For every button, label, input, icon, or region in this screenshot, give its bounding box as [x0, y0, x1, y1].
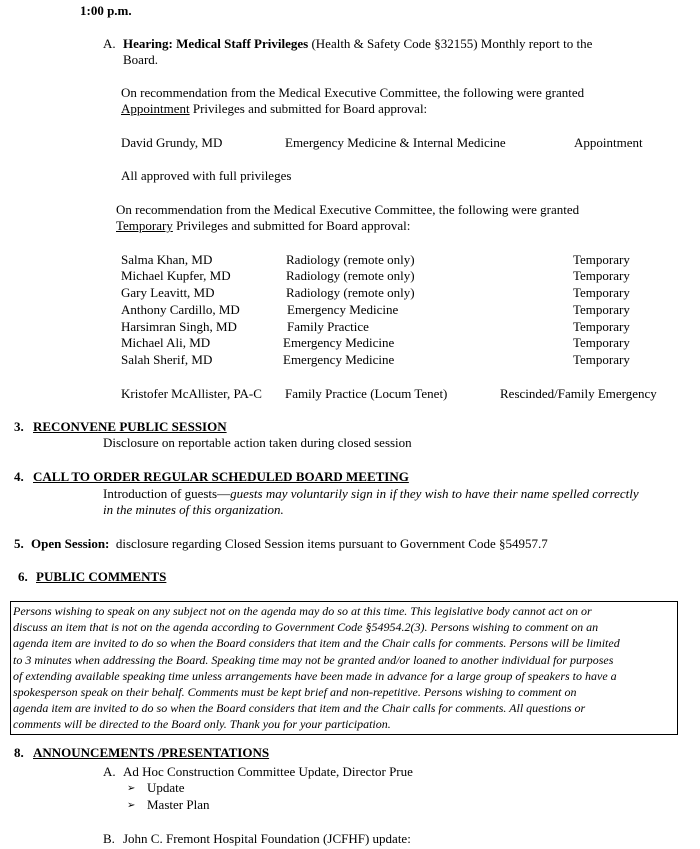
appointment-specialty: Emergency Medicine & Internal Medicine [285, 135, 506, 150]
section-8-number: 8. [14, 745, 24, 760]
temp-name: Salma Khan, MD [121, 252, 213, 267]
temp-specialty: Radiology (remote only) [286, 268, 415, 283]
section-5 [14, 536, 548, 552]
arrow-bullet-icon: ➢ [127, 800, 136, 811]
section-3-number: 3. [14, 419, 24, 434]
temp-status: Temporary [573, 268, 630, 283]
section-4-number: 4. [14, 469, 24, 484]
public-comments-line: Persons wishing to speak on any subject not on the agenda may do so at this time. This legislative body cannot act on or [13, 604, 592, 618]
temp-status: Temporary [573, 285, 630, 300]
temp-status: Temporary [573, 252, 630, 267]
temporary-intro: On recommendation from the Medical Executive Committee, the following were granted [116, 202, 580, 217]
rescinded-status: Rescinded/Family Emergency [500, 386, 657, 401]
temp-name: Michael Kupfer, MD [121, 268, 231, 283]
rescinded-name: Kristofer McAllister, PA-C [121, 386, 262, 401]
temp-name: Gary Leavitt, MD [121, 285, 215, 300]
section-4-body-intro: Introduction of guests— [103, 486, 231, 501]
temp-name: Harsimran Singh, MD [121, 319, 237, 334]
appointment-intro-rest: Privileges and submitted for Board approval: [189, 101, 428, 116]
public-comments-line: to 3 minutes when addressing the Board. Speaking time may not be granted and/or loaned to another individual for purposes [13, 652, 614, 667]
section-8-a-letter: A. [103, 764, 116, 779]
public-comments-line: agenda item are invited to do so when the Board considers that item and the Chair calls for comments. Persons will be limited [13, 636, 620, 651]
temp-specialty: Emergency Medicine [283, 335, 395, 350]
public-comments-line: of extending available speaking time unless arrangements have been made in advance for a large group of speakers to have a [13, 668, 617, 683]
temporary-intro-line2 [116, 218, 410, 234]
item-a-line2: Board. [123, 52, 159, 67]
section-4-title: CALL TO ORDER REGULAR SCHEDULED BOARD MEETING [33, 469, 409, 484]
temp-status: Temporary [573, 352, 630, 367]
bullet-item: Update [147, 780, 185, 795]
temp-name: Salah Sherif, MD [121, 352, 213, 367]
section-8-b-text: John C. Fremont Hospital Foundation (JCFHF) update: [123, 831, 411, 846]
appointment-name: David Grundy, MD [121, 135, 223, 150]
section-4-body-line2: in the minutes of this organization. [103, 502, 284, 517]
appointment-status: Appointment [574, 135, 643, 150]
appointment-word: Appointment [121, 101, 190, 116]
temp-name: Anthony Cardillo, MD [121, 302, 240, 317]
temp-status: Temporary [573, 335, 630, 350]
public-comments-line: discuss an item that is not on the agenda according to Government Code §54954.2(3). Persons wishing to comment on an [13, 620, 599, 635]
public-comments-line: comments will be directed to the Board only. Thank you for your participation. [13, 717, 391, 732]
temp-name: Michael Ali, MD [121, 335, 211, 350]
public-comments-line: agenda item are invited to do so when the Board considers that item and the Chair calls for comments. All questions or [13, 701, 586, 716]
public-comments-line: spokesperson speak on their behalf. Comments must be kept brief and non-repetitive. Persons wishing to comment on [13, 685, 577, 700]
temporary-word: Temporary [116, 218, 173, 233]
item-a-heading [123, 36, 592, 52]
appointment-intro-line2 [121, 101, 427, 117]
item-a-title-rest: (Health & Safety Code §32155) Monthly report to the [308, 36, 593, 51]
section-8-a-text: Ad Hoc Construction Committee Update, Director Prue [123, 764, 413, 779]
section-4-body [103, 486, 639, 502]
rescinded-specialty: Family Practice (Locum Tenet) [285, 386, 448, 401]
meeting-time: 1:00 p.m. [80, 3, 132, 18]
temp-specialty: Family Practice [287, 319, 369, 334]
public-comments-box [10, 601, 678, 735]
section-8-b-letter: B. [103, 831, 115, 846]
section-6-title: PUBLIC COMMENTS [36, 569, 167, 584]
section-5-title: Open Session: [31, 536, 110, 551]
temp-specialty: Emergency Medicine [283, 352, 395, 367]
section-5-body: disclosure regarding Closed Session items pursuant to Government Code §54957.7 [109, 536, 548, 551]
temp-specialty: Radiology (remote only) [286, 252, 415, 267]
section-5-number: 5. [14, 536, 24, 551]
section-4-body-italic: guests may voluntarily sign in if they wish to have their name spelled correctly [230, 486, 639, 501]
section-8-title: ANNOUNCEMENTS /PRESENTATIONS [33, 745, 270, 760]
temp-status: Temporary [573, 302, 630, 317]
appointment-intro: On recommendation from the Medical Executive Committee, the following were granted [121, 85, 585, 100]
temporary-intro-rest: Privileges and submitted for Board approval: [172, 218, 411, 233]
arrow-bullet-icon: ➢ [127, 783, 136, 794]
item-a-title: Hearing: Medical Staff Privileges [123, 36, 309, 51]
section-3-body: Disclosure on reportable action taken during closed session [103, 435, 412, 450]
item-a-letter: A. [103, 36, 116, 51]
section-6-number: 6. [18, 569, 28, 584]
temp-status: Temporary [573, 319, 630, 334]
temp-specialty: Radiology (remote only) [286, 285, 415, 300]
temp-specialty: Emergency Medicine [287, 302, 399, 317]
approved-note: All approved with full privileges [121, 168, 292, 183]
bullet-item: Master Plan [147, 797, 210, 812]
section-3-title: RECONVENE PUBLIC SESSION [33, 419, 227, 434]
